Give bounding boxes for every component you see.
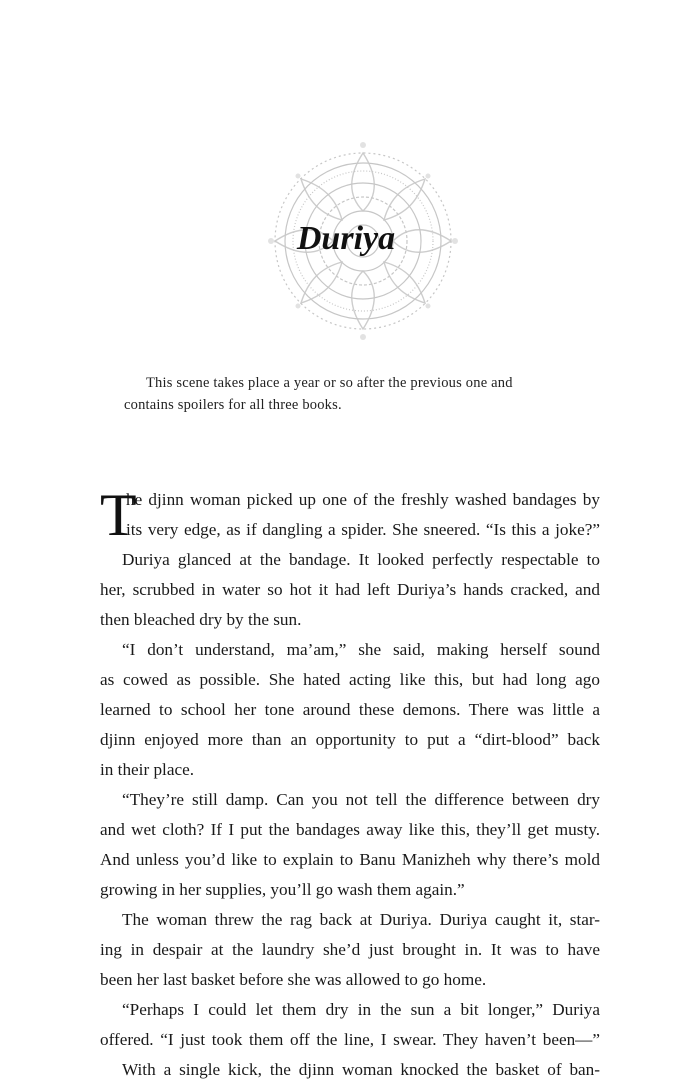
body-line: With a single kick, the djinn woman knocked the basket of ban- bbox=[122, 1060, 600, 1079]
body-line: The woman threw the rag back at Duriya. Duriya caught it, star- bbox=[122, 910, 600, 929]
body-line: and wet cloth? If I put the bandages away like this, they’ll get musty. bbox=[100, 820, 600, 839]
drop-cap: T bbox=[100, 482, 137, 548]
body-line: then bleached dry by the sun. bbox=[100, 610, 302, 629]
body-line: “Perhaps I could let them dry in the sun a bit longer,” Duriya bbox=[122, 1000, 600, 1019]
body-line: And unless you’d like to explain to Banu Manizheh why there’s mold bbox=[100, 850, 600, 869]
body-line: its very edge, as if dangling a spider. She sneered. “Is this a joke?” bbox=[126, 520, 600, 539]
intro-line: contains spoilers for all three books. bbox=[124, 397, 342, 413]
chapter-title: Duriya bbox=[296, 220, 396, 257]
body-line: as cowed as possible. She hated acting like this, but had long ago bbox=[100, 670, 600, 689]
body-line: Duriya glanced at the bandage. It looked perfectly respectable to bbox=[122, 550, 600, 569]
body-line: been her last basket before she was allowed to go home. bbox=[100, 970, 487, 989]
chapter-body bbox=[100, 482, 600, 1085]
body-line: he djinn woman picked up one of the freshly washed bandages by bbox=[126, 490, 600, 509]
body-line: in their place. bbox=[100, 760, 195, 779]
body-line: ing in despair at the laundry she’d just brought in. It was to have bbox=[100, 940, 600, 959]
body-line: “They’re still damp. Can you not tell the difference between dry bbox=[122, 790, 600, 809]
body-line: her, scrubbed in water so hot it had left Duriya’s hands cracked, and bbox=[100, 580, 600, 599]
body-line: offered. “I just took them off the line, I swear. They haven’t been—” bbox=[100, 1030, 600, 1049]
body-line: “I don’t understand, ma’am,” she said, making herself sound bbox=[122, 640, 600, 659]
body-line: learned to school her tone around these demons. There was little a bbox=[100, 700, 600, 719]
chapter-intro-note bbox=[124, 372, 594, 416]
intro-line: This scene takes place a year or so after the previous one and bbox=[146, 375, 513, 391]
body-line: djinn enjoyed more than an opportunity to put a “dirt-blood” back bbox=[100, 730, 600, 749]
body-line: growing in her supplies, you’ll go wash them again.” bbox=[100, 880, 465, 899]
